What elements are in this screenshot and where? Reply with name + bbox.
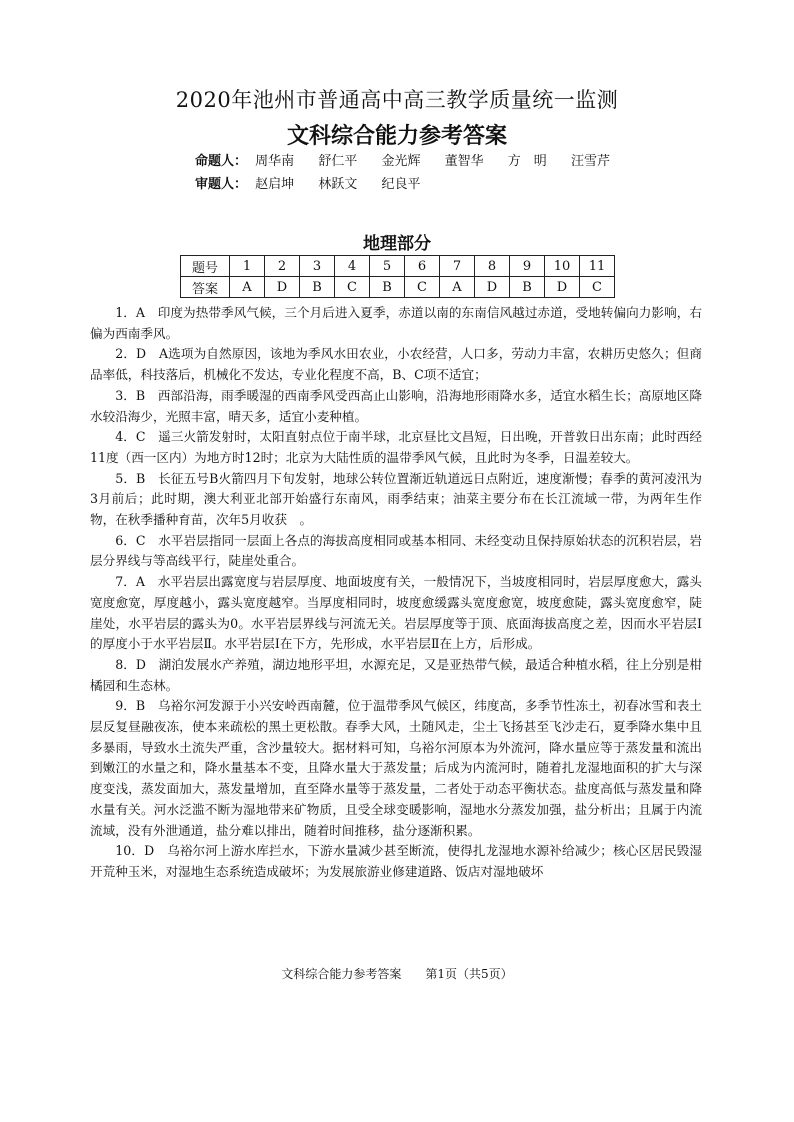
reviewer-name: 纪良平 [381,177,421,192]
question-number: 9 [510,256,545,277]
explanation-paragraph: 9．B 乌裕尔河发源于小兴安岭西南麓，位于温带季风气候区，纬度高，多季节性冻土，初春冰雪和表土层反复昼融夜冻，使本来疏松的黑土更松散。春季大风，土随风走，尘土飞扬甚至飞沙走石，夏季降水集中且多暴雨，导致水土流失严重，含沙量较大。据材料可知，乌裕尔河原本为外流河，降水量应等于蒸发量和流出到嫩江的水量之和，降水量基本不变，且降水量大于蒸发量；后成为内流河时，随着扎龙湿地面积的扩大与深度变浅，蒸发面加大，蒸发量增加，直至降水量等于蒸发量，二者处于动态平衡状态。盐度高低与蒸发量和降水量有关。河水泛滥不断为湿地带来矿物质，且受全球变暖影响，湿地水分蒸发加强，盐分析出；且属于内流流域，没有外泄通道，盐分难以排出，随着时间推移，盐分逐渐积累。 [90,698,702,838]
explanation-paragraph: 10．D 乌裕尔河上游水库拦水，下游水量减少甚至断流，使得扎龙湿地水源补给减少；核心区居民毁湿开荒种玉米，对湿地生态系统造成破坏；为发展旅游业修建道路、饭店对湿地破坏 [90,843,702,879]
answer-letter: D [475,277,510,298]
proposer-name: 汪雪芹 [570,154,610,169]
answer-letter: A [440,277,475,298]
answer-letter: B [510,277,545,298]
explanation-paragraph: 3．B 西部沿海，雨季暖湿的西南季风受西高止山影响，沿海地形雨降水多，适宜水稻生长；高原地区降水较沿海少，光照丰富，晴天多，适宜小麦种植。 [90,387,702,424]
proposer-name: 舒仁平 [318,154,358,169]
question-number: 2 [265,256,300,277]
reviewer-name: 赵启坤 [255,177,295,192]
reviewers-line [195,177,440,193]
reviewers-label: 审题人： [195,177,248,192]
question-number: 4 [335,256,370,277]
proposers-label: 命题人： [195,154,248,169]
question-number: 5 [370,256,405,277]
answer-row [181,277,615,298]
question-number: 3 [300,256,335,277]
proposer-name: 方 明 [507,154,547,169]
answer-letter: D [265,277,300,298]
explanation-paragraph: 1．A 印度为热带季风气候，三个月后进入夏季，赤道以南的东南信风越过赤道，受地转偏向力影响，右偏为西南季风。 [90,305,702,341]
question-number: 10 [545,256,580,277]
explanation-paragraph: 8．D 湖泊发展水产养殖，湖边地形平坦，水源充足，又是亚热带气候，最适合种植水稻，往上分别是柑橘园和生态林。 [90,656,702,693]
proposer-name: 金光辉 [381,154,421,169]
question-number: 1 [230,256,265,277]
page-footer: 文科综合能力参考答案 第1页（共5页） [281,967,513,981]
question-number: 7 [440,256,475,277]
explanation-paragraph: 6．C 水平岩层指同一层面上各点的海拔高度相同或基本相同、未经变动且保持原始状态的沉积岩层，岩层分界线与等高线平行，陡崖处重合。 [90,532,702,569]
question-number: 11 [580,256,615,277]
answer-letter: B [300,277,335,298]
section-title: 地理部分 [363,234,431,254]
explanation-paragraph: 7．A 水平岩层出露宽度与岩层厚度、地面坡度有关，一般情况下，当坡度相同时，岩层厚度愈大，露头宽度愈宽，厚度越小，露头宽度越窄。当厚度相同时，坡度愈缓露头宽度愈宽，坡度愈陡，露头宽度愈窄，陡崖处，水平岩层的露头为0。水平岩层界线与河流无关。岩层厚度等于顶、底面海拔高度之差，因而水平岩层Ⅰ的厚度小于水平岩层Ⅱ。水平岩层Ⅰ在下方，先形成，水平岩层Ⅱ在上方，后形成。 [90,574,702,652]
row-header: 答案 [181,277,230,298]
answer-table [180,255,615,298]
answer-letter: B [370,277,405,298]
explanations [90,303,702,883]
explanation-paragraph: 2．D A选项为自然原因，该地为季风水田农业，小农经营，人口多，劳动力丰富，农耕历史悠久；但商品率低，科技落后，机械化不发达，专业化程度不高，B、C项不适宜； [90,346,702,383]
answer-letter: C [405,277,440,298]
reviewer-name: 林跃文 [318,177,358,192]
question-number: 8 [475,256,510,277]
answer-letter: A [230,277,265,298]
answer-letter: C [580,277,615,298]
answer-letter: C [335,277,370,298]
explanation-paragraph: 4．C 遥三火箭发射时，太阳直射点位于南半球，北京昼比文昌短，日出晚，开普敦日出东南；此时西经11度（西一区内）为地方时12时；北京为大陆性质的温带季风气候，且此时为冬季，日温差较大。 [90,429,702,465]
answer-letter: D [545,277,580,298]
proposers-line [195,154,630,170]
document-subtitle: 文科综合能力参考答案 [286,123,507,149]
explanation-paragraph: 5．B 长征五号B火箭四月下旬发射，地球公转位置渐近轨道远日点附近，速度渐慢；春季的黄河凌汛为3月前后；此时期，澳大利亚北部开始盛行东南风，雨季结束；油菜主要分布在长江流域一带，为两年生作物，在秋季播种育苗，次年5月收获 。 [90,470,702,528]
question-number-row [181,256,615,277]
document-title: 2020年池州市普通高中高三教学质量统一监测 [175,88,619,112]
proposer-name: 周华南 [255,154,295,169]
row-header: 题号 [181,256,230,277]
proposer-name: 董智华 [444,154,484,169]
question-number: 6 [405,256,440,277]
